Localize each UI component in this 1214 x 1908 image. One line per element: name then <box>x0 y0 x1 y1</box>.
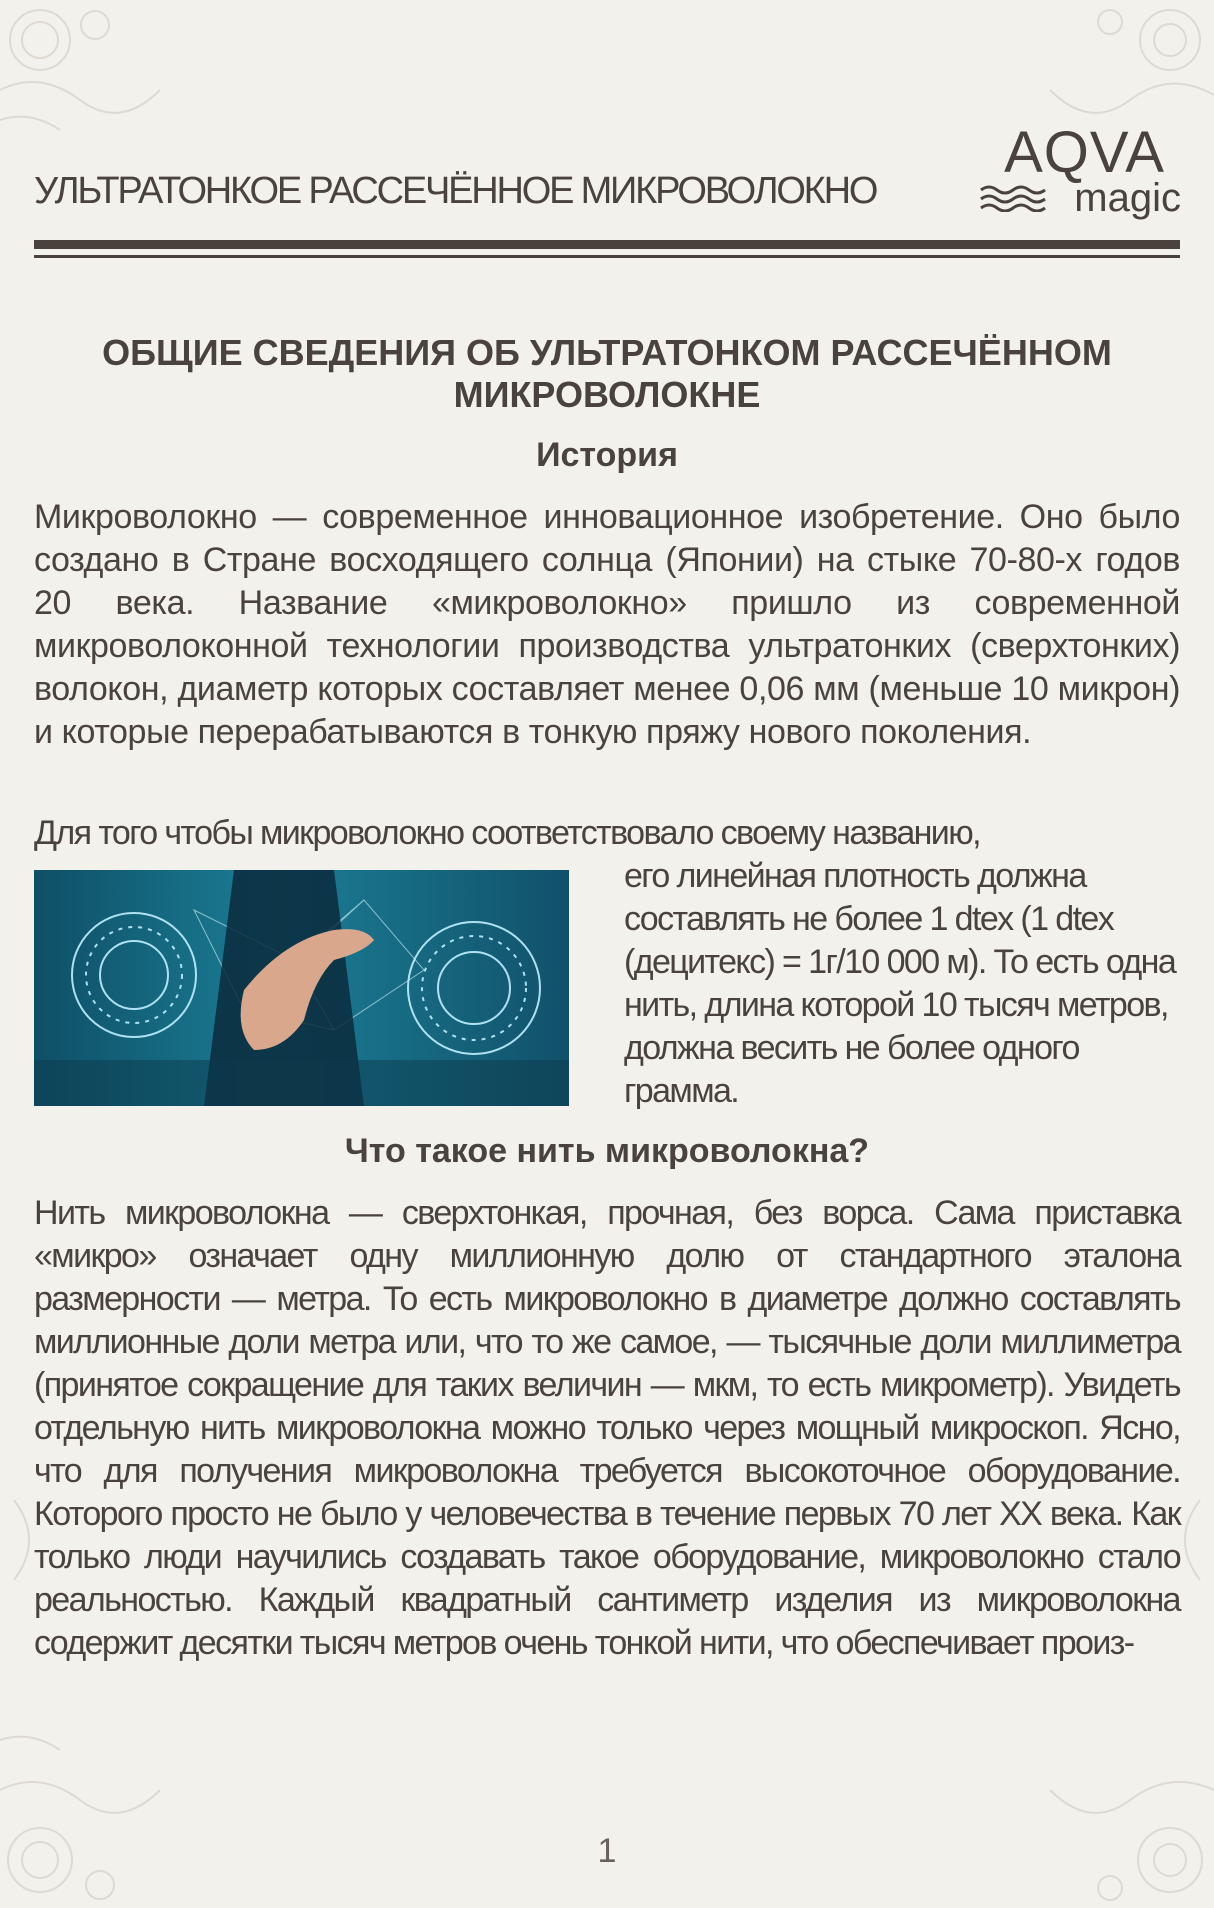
header-title: УЛЬТРАТОНКОЕ РАССЕЧЁННОЕ МИКРОВОЛОКНО <box>34 170 877 212</box>
header-divider-thick <box>34 240 1180 249</box>
waves-icon <box>977 182 1057 212</box>
logo-main-text: AQVA <box>1004 120 1165 185</box>
header-divider-thin <box>34 255 1180 258</box>
density-paragraph-lead: Для того чтобы микроволокно соответствовало своему названию, <box>34 814 980 852</box>
page-number: 1 <box>597 1832 617 1870</box>
page-title: ОБЩИЕ СВЕДЕНИЯ ОБ УЛЬТРАТОНКОМ РАССЕЧЁННОМ МИКРОВОЛОКНЕ <box>102 332 1112 415</box>
section-heading-what-is: Что такое нить микроволокна? <box>344 1132 870 1170</box>
technology-image <box>34 870 569 1106</box>
microfiber-thread-paragraph: Нить микроволокна — сверхтонкая, прочная, без ворса. Сама приставка «микро» означает одну миллионную долю от стандартного эталона размерности — метра. То есть микроволокно в диаметре должно составлять миллионные доли метра или, что то же самое, — тысячные доли миллиметра (принятое сокращение для таких величин — мкм, то есть микрометр). Увидеть отдельную нить микроволокна можно только через мощный микроскоп. Ясно, что для получения микроволокна требуется высокоточное оборудование. Которого просто не было у человечества в течение первых 70 лет XX века. Как только люди научились создавать такое оборудование, микроволокно стало реальностью. Каждый квадратный сантиметр изделия из микроволокна содержит десятки тысяч метров очень тонкой нити, что обеспечивает произ- <box>34 1194 1180 1662</box>
section-heading-history: История <box>536 436 678 474</box>
density-paragraph-rest: его линейная плотность должна составлять не более 1 dtex (1 dtex (децитекс) = 1г/10 000 м). То есть одна нить, длина которой 10 тысяч метров, должна весить не более одного грамма. <box>624 857 1176 1110</box>
logo-sub-text: magic <box>1074 176 1181 220</box>
history-paragraph: Микроволокно — современное инновационное изобретение. Оно было создано в Стране восходящего солнца (Японии) на стыке 70-80-х годов 20 века. Название «микроволокно» пришло из современной микроволоконной технологии производства ультратонких (сверхтонких) волокон, диаметр которых составляет менее 0,06 мм (меньше 10 микрон) и которые перерабатываются в тонкую пряжу нового поколения. <box>34 498 1180 751</box>
hand-touching-hud-illustration <box>34 870 569 1106</box>
aqva-magic-logo <box>975 120 1185 224</box>
